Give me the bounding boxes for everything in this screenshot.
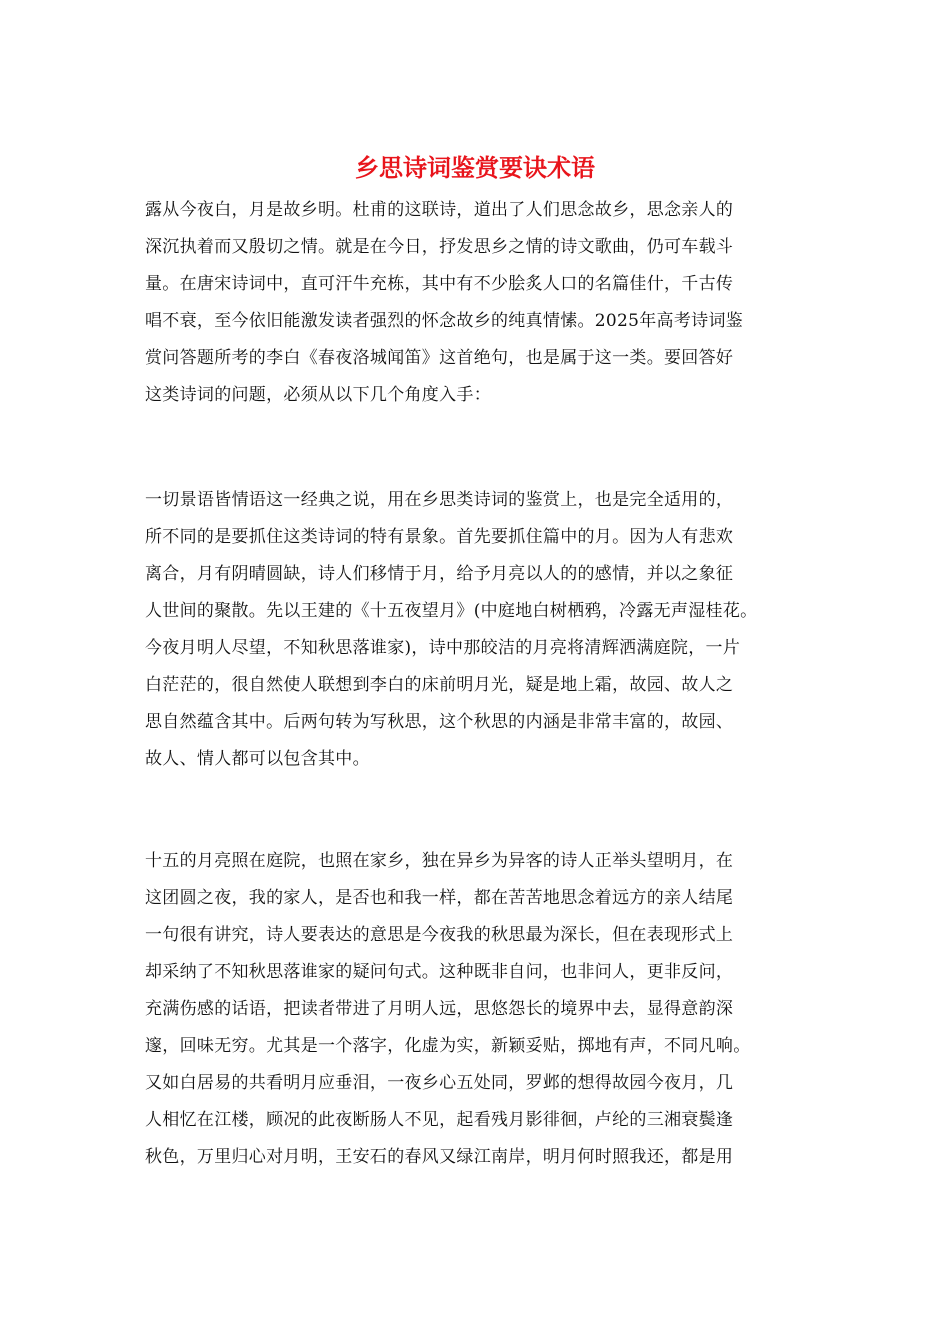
document-title: 乡思诗词鉴赏要诀术语 <box>355 153 595 182</box>
text-line: 量。在唐宋诗词中，直可汗牛充栋，其中有不少脍炙人口的名篇佳什，千古传 <box>145 274 734 294</box>
text-line: 唱不衰，至今依旧能激发读者强烈的怀念故乡的纯真情愫。2025年高考诗词鉴 <box>145 311 744 331</box>
text-line: 赏问答题所考的李白《春夜洛城闻笛》这首绝句，也是属于这一类。要回答好 <box>145 348 734 368</box>
text-line: 露从今夜白，月是故乡明。杜甫的这联诗，道出了人们思念故乡，思念亲人的 <box>145 200 734 220</box>
text-line: 秋色，万里归心对月明，王安石的春风又绿江南岸，明月何时照我还，都是用 <box>145 1147 734 1167</box>
text-line: 人世间的聚散。先以王建的《十五夜望月》(中庭地白树栖鸦，冷露无声湿桂花。 <box>145 601 758 621</box>
text-line: 故人、情人都可以包含其中。 <box>145 749 370 769</box>
text-line: 一切景语皆情语这一经典之说，用在乡思类诗词的鉴赏上，也是完全适用的， <box>145 490 734 510</box>
text-line: 却采纳了不知秋思落谁家的疑问句式。这种既非自问，也非问人，更非反问， <box>145 962 734 982</box>
text-line: 思自然蕴含其中。后两句转为写秋思，这个秋思的内涵是非常丰富的，故园、 <box>145 712 734 732</box>
text-line: 深沉执着而又殷切之情。就是在今日，抒发思乡之情的诗文歌曲，仍可车载斗 <box>145 237 734 257</box>
text-line: 这团圆之夜，我的家人，是否也和我一样，都在苦苦地思念着远方的亲人结尾 <box>145 888 734 908</box>
text-line: 邃，回味无穷。尤其是一个落字，化虚为实，新颖妥贴，掷地有声，不同凡响。 <box>145 1036 751 1056</box>
text-line: 充满伤感的话语，把读者带进了月明人远，思悠怨长的境界中去，显得意韵深 <box>145 999 734 1019</box>
text-line: 一句很有讲究，诗人要表达的意思是今夜我的秋思最为深长，但在表现形式上 <box>145 925 734 945</box>
paragraph-2 <box>145 482 820 778</box>
text-line: 这类诗词的问题，必须从以下几个角度入手： <box>145 385 491 405</box>
text-line: 所不同的是要抓住这类诗词的特有景象。首先要抓住篇中的月。因为人有悲欢 <box>145 527 734 547</box>
text-line: 今夜月明人尽望，不知秋思落谁家)，诗中那皎洁的月亮将清辉洒满庭院，一片 <box>145 638 741 658</box>
text-line: 白茫茫的，很自然使人联想到李白的床前明月光，疑是地上霜，故园、故人之 <box>145 675 734 695</box>
text-line: 十五的月亮照在庭院，也照在家乡，独在异乡为异客的诗人正举头望明月，在 <box>145 851 734 871</box>
paragraph-3 <box>145 843 820 1176</box>
text-line: 人相忆在江楼，顾况的此夜断肠人不见，起看残月影徘徊，卢纶的三湘衰鬓逢 <box>145 1110 734 1130</box>
text-line: 又如白居易的共看明月应垂泪，一夜乡心五处同，罗邺的想得故园今夜月，几 <box>145 1073 734 1093</box>
text-line: 离合，月有阴晴圆缺，诗人们移情于月，给予月亮以人的的感情，并以之象征 <box>145 564 734 584</box>
paragraph-1 <box>145 192 820 414</box>
